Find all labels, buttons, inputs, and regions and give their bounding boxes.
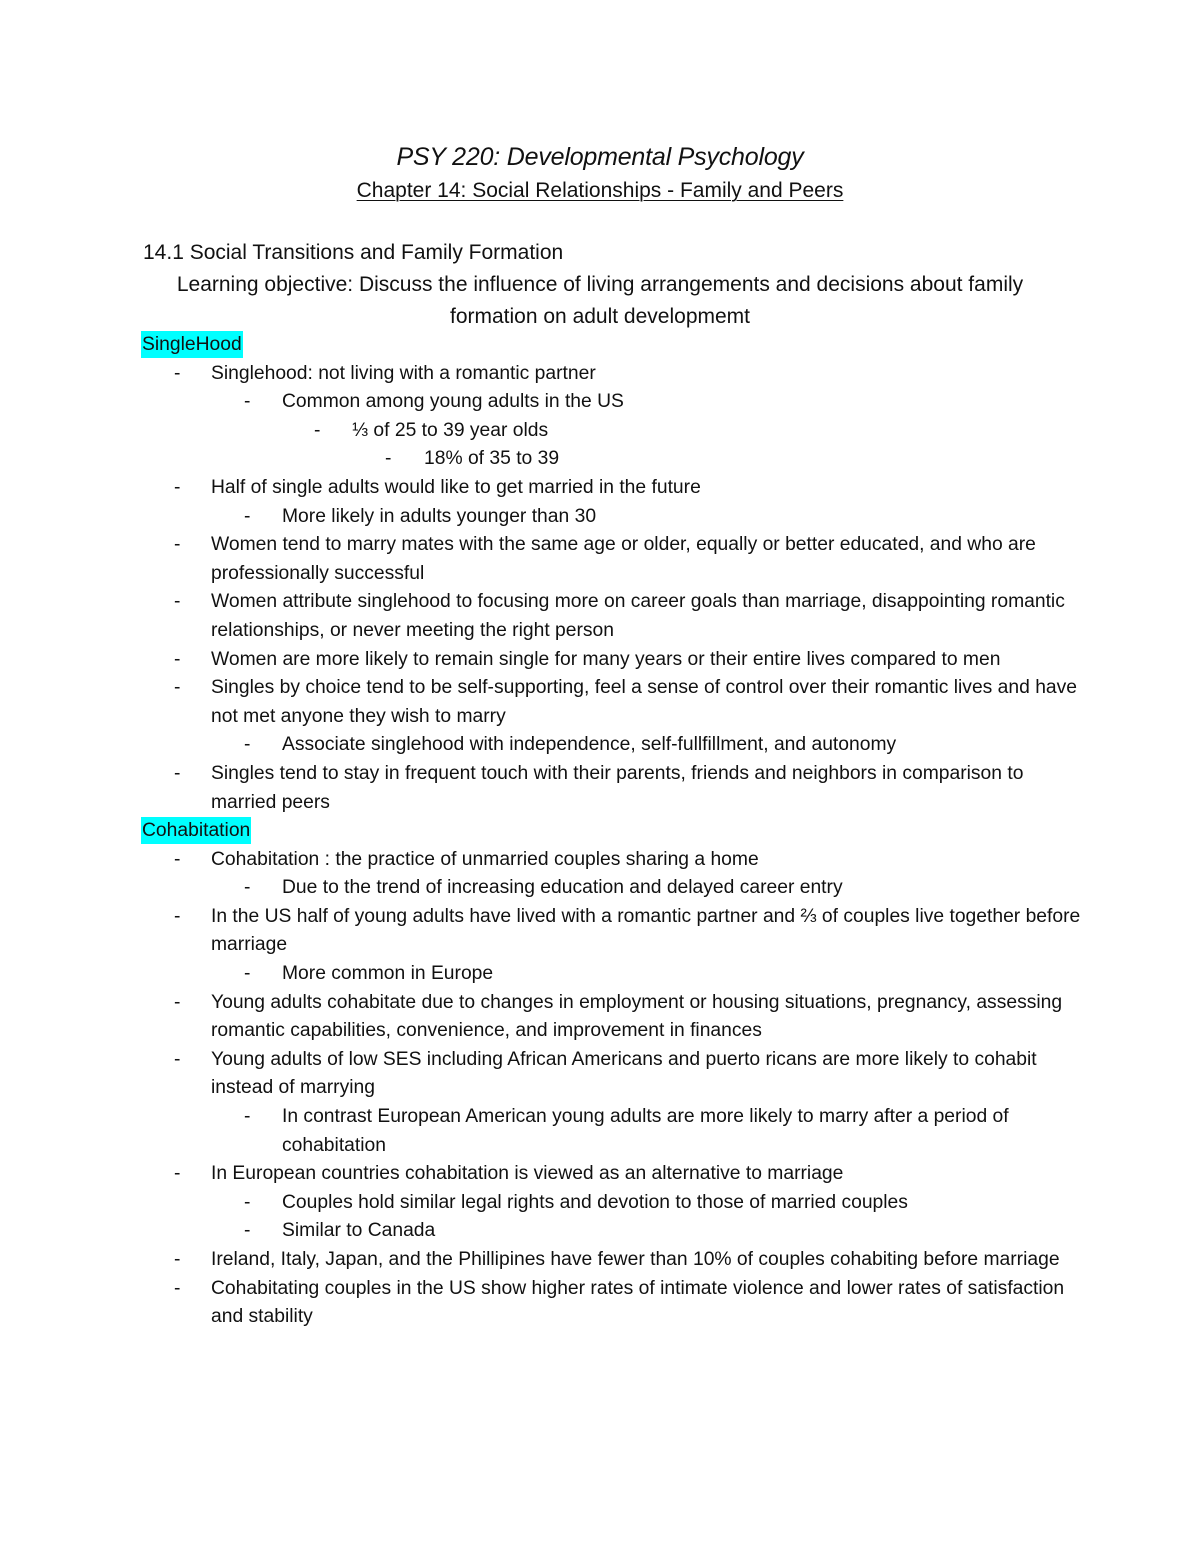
bullet-item [141, 731, 1081, 760]
bullet-dash: - [174, 1163, 181, 1185]
bullet-item [141, 874, 1081, 903]
document-title: PSY 220: Developmental Psychology [396, 143, 804, 171]
bullet-text: Women are more likely to remain single for many years or their entire lives compared to men [211, 648, 1001, 670]
bullet-text: Ireland, Italy, Japan, and the Phillipines have fewer than 10% of couples cohabiting before marriage [211, 1249, 1060, 1270]
bullet-dash: - [174, 1277, 181, 1299]
bullet-item [141, 989, 1081, 1046]
bullet-item [141, 646, 1081, 675]
bullet-dash: - [244, 734, 251, 756]
bullet-text: Associate singlehood with independence, self-fullfillment, and autonomy [282, 734, 897, 756]
bullet-item [141, 674, 1081, 731]
bullet-text: Singles tend to stay in frequent touch with their parents, friends and neighbors in comparison to married peers [211, 762, 1024, 813]
notes-content [141, 331, 1081, 1332]
bullet-item [141, 360, 1081, 389]
bullet-item [141, 531, 1081, 588]
bullet-dash: - [244, 505, 251, 527]
bullet-dash: - [174, 905, 181, 927]
bullet-item [141, 846, 1081, 875]
section-heading: 14.1 Social Transitions and Family Formation [143, 241, 564, 264]
bullet-dash: - [174, 476, 181, 498]
learning-objective: Learning objective: Discuss the influence of living arrangements and decisions about family formation on adult developmemt [176, 273, 1024, 328]
bullet-item [141, 503, 1081, 532]
bullet-text: Common among young adults in the US [282, 391, 624, 413]
bullet-text: Young adults of low SES including African Americans and puerto ricans are more likely to cohabit instead of marrying [211, 1048, 1037, 1099]
bullet-text: In contrast European American young adults are more likely to marry after a period of cohabitation [282, 1106, 1009, 1156]
bullet-item [141, 903, 1081, 960]
bullet-text: Cohabitation : the practice of unmarried couples sharing a home [211, 848, 759, 870]
bullet-item [141, 1046, 1081, 1103]
singlehood-list [141, 360, 1081, 818]
bullet-item [141, 388, 1081, 417]
bullet-dash: - [174, 362, 181, 384]
bullet-dash: - [174, 848, 181, 870]
bullet-text: Singlehood: not living with a romantic partner [211, 362, 596, 384]
bullet-dash: - [174, 1048, 181, 1070]
bullet-text: Due to the trend of increasing education and delayed career entry [282, 877, 843, 899]
bullet-text: Half of single adults would like to get married in the future [211, 476, 701, 498]
chapter-title-text: Chapter 14: Social Relationships - Family and Peers [356, 179, 844, 202]
bullet-text: In European countries cohabitation is viewed as an alternative to marriage [211, 1163, 844, 1185]
bullet-text: ⅓ of 25 to 39 year olds [352, 419, 549, 441]
bullet-dash: - [244, 391, 251, 413]
chapter-title [0, 176, 1200, 206]
bullet-text: Cohabitating couples in the US show higher rates of intimate violence and lower rates of satisfaction and stability [211, 1277, 1065, 1328]
bullet-item [141, 417, 1081, 446]
bullet-item [141, 1160, 1081, 1189]
bullet-dash: - [314, 419, 321, 441]
bullet-dash: - [174, 677, 181, 699]
bullet-item [141, 588, 1081, 645]
bullet-item [141, 445, 1081, 474]
bullet-text: More likely in adults younger than 30 [282, 505, 597, 527]
bullet-dash: - [174, 534, 181, 556]
bullet-dash: - [244, 1106, 251, 1128]
singlehood-section [141, 331, 1081, 817]
bullet-item [141, 760, 1081, 817]
bullet-dash: - [174, 991, 181, 1013]
cohabitation-section [141, 817, 1081, 1332]
bullet-text: Couples hold similar legal rights and devotion to those of married couples [282, 1191, 908, 1213]
cohabitation-list [141, 846, 1081, 1332]
bullet-text: Young adults cohabitate due to changes in employment or housing situations, pregnancy, assessing romantic capabilities, convenience, and improvement in finances [211, 991, 1063, 1042]
bullet-item [141, 474, 1081, 503]
bullet-text: Similar to Canada [282, 1220, 436, 1242]
bullet-text: In the US half of young adults have lived with a romantic partner and ⅔ of couples live together before marriage [211, 905, 1081, 956]
bullet-item [141, 1103, 1081, 1160]
bullet-dash: - [244, 1191, 251, 1213]
bullet-text: More common in Europe [282, 963, 494, 985]
bullet-text: 18% of 35 to 39 [424, 448, 560, 470]
bullet-text: Singles by choice tend to be self-supporting, feel a sense of control over their romantic lives and have not met anyone they wish to marry [211, 677, 1077, 727]
bullet-dash: - [244, 1220, 251, 1242]
bullet-dash: - [244, 877, 251, 899]
bullet-item [141, 1189, 1081, 1218]
bullet-text: Women tend to marry mates with the same age or older, equally or better educated, and who are professionally successful [211, 534, 1036, 584]
bullet-item [141, 1275, 1081, 1332]
bullet-dash: - [244, 963, 251, 985]
cohabitation-heading: Cohabitation [141, 817, 251, 844]
bullet-dash: - [385, 448, 392, 470]
bullet-dash: - [174, 762, 181, 784]
bullet-item [141, 1246, 1081, 1275]
bullet-dash: - [174, 648, 181, 670]
bullet-text: Women attribute singlehood to focusing more on career goals than marriage, disappointing romantic relationships, or never meeting the right person [211, 591, 1065, 641]
bullet-dash: - [174, 1249, 181, 1270]
singlehood-heading: SingleHood [141, 331, 243, 358]
bullet-item [141, 1217, 1081, 1246]
bullet-dash: - [174, 591, 181, 613]
bullet-item [141, 960, 1081, 989]
